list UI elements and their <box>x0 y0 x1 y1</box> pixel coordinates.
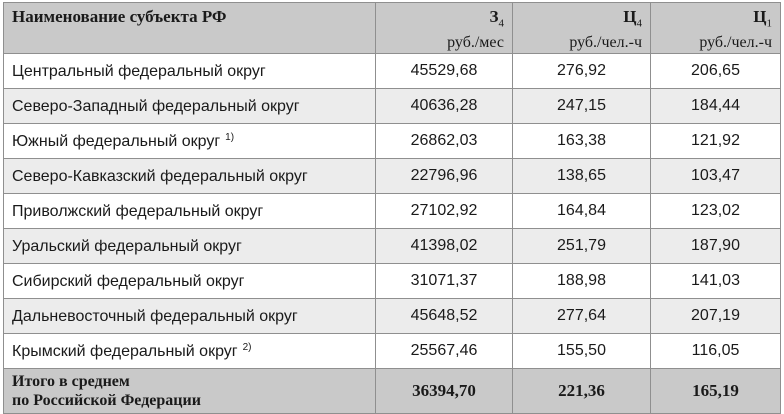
total-label-line1: Итого в среднем <box>12 373 130 391</box>
column-header-c1 <box>651 3 781 54</box>
region-name: Центральный федеральный округ <box>4 54 376 89</box>
cell-c4: 138,65 <box>513 159 651 194</box>
region-name: Уральский федеральный округ <box>4 229 376 264</box>
cell-z4: 45648,52 <box>376 299 513 334</box>
cell-c1: 207,19 <box>651 299 781 334</box>
column-unit: руб./чел.-ч <box>699 34 772 52</box>
table-body <box>4 54 781 414</box>
cell-z4: 27102,92 <box>376 194 513 229</box>
region-name: Крымский федеральный округ $^{2)}$ <box>4 334 376 369</box>
table-row <box>4 159 781 194</box>
cell-z4: 25567,46 <box>376 334 513 369</box>
footnote-mark: 1) <box>225 131 235 143</box>
cell-c1: 184,44 <box>651 89 781 124</box>
cell-c4: 251,79 <box>513 229 651 264</box>
cell-z4: 31071,37 <box>376 264 513 299</box>
column-symbol: $З_4$ <box>489 7 504 30</box>
cell-c4: 188,98 <box>513 264 651 299</box>
table-row <box>4 334 781 369</box>
table-row <box>4 229 781 264</box>
table-row <box>4 299 781 334</box>
column-symbol: $Ц_1$ <box>753 7 772 30</box>
cell-c1: 103,47 <box>651 159 781 194</box>
total-z4: 36394,70 <box>376 369 513 414</box>
cell-z4: 26862,03 <box>376 124 513 159</box>
footnote-mark: 2) <box>242 341 252 353</box>
table-header <box>4 3 781 54</box>
cell-c1: 206,65 <box>651 54 781 89</box>
column-header-name: Наименование субъекта РФ <box>4 3 376 54</box>
total-label <box>4 369 376 414</box>
cell-c4: 276,92 <box>513 54 651 89</box>
region-name: Сибирский федеральный округ <box>4 264 376 299</box>
column-header-z4 <box>376 3 513 54</box>
table-row <box>4 89 781 124</box>
cell-z4: 41398,02 <box>376 229 513 264</box>
cell-c1: 121,92 <box>651 124 781 159</box>
table-row <box>4 54 781 89</box>
region-name: Приволжский федеральный округ <box>4 194 376 229</box>
table-row <box>4 264 781 299</box>
header-row <box>4 3 781 54</box>
cell-c4: 155,50 <box>513 334 651 369</box>
total-c4: 221,36 <box>513 369 651 414</box>
column-symbol: $Ц_4$ <box>623 7 642 30</box>
total-row <box>4 369 781 414</box>
region-name: Северо-Кавказский федеральный округ <box>4 159 376 194</box>
cell-c4: 164,84 <box>513 194 651 229</box>
data-table <box>3 2 781 414</box>
cell-c1: 187,90 <box>651 229 781 264</box>
cell-z4: 45529,68 <box>376 54 513 89</box>
region-name: Северо-Западный федеральный округ <box>4 89 376 124</box>
table-row <box>4 194 781 229</box>
table-row <box>4 124 781 159</box>
cell-c4: 163,38 <box>513 124 651 159</box>
total-label-line2: по Российской Федерации <box>12 392 201 410</box>
column-unit: руб./мес <box>447 34 504 52</box>
column-header-c4 <box>513 3 651 54</box>
cell-c1: 116,05 <box>651 334 781 369</box>
column-unit: руб./чел.-ч <box>569 34 642 52</box>
cell-z4: 22796,96 <box>376 159 513 194</box>
cell-c4: 277,64 <box>513 299 651 334</box>
cell-c1: 141,03 <box>651 264 781 299</box>
cell-c4: 247,15 <box>513 89 651 124</box>
total-c1: 165,19 <box>651 369 781 414</box>
region-name: Южный федеральный округ $^{1)}$ <box>4 124 376 159</box>
cell-z4: 40636,28 <box>376 89 513 124</box>
region-name: Дальневосточный федеральный округ <box>4 299 376 334</box>
cell-c1: 123,02 <box>651 194 781 229</box>
